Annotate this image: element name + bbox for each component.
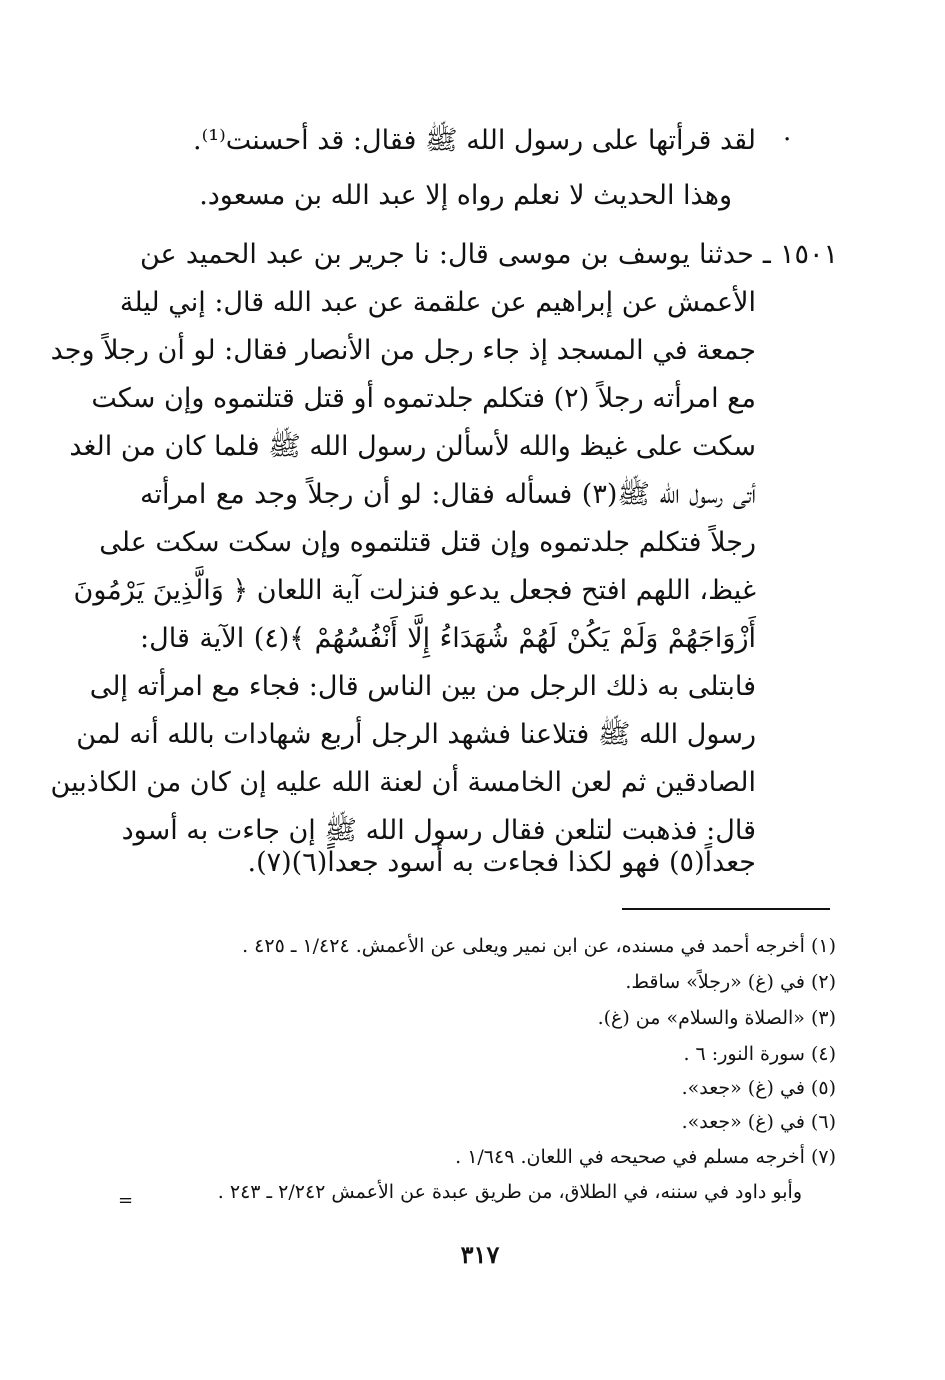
footnote-5: (٥) في (غ) «جعد». bbox=[681, 1077, 836, 1099]
continuation-mark: = bbox=[118, 1190, 134, 1211]
footnote-6: (٦) في (غ) «جعد». bbox=[681, 1111, 836, 1133]
hadith-line: مع امرأته رجلاً (٢) فتكلم جلدتموه أو قتل قتلتموه وإن سكت bbox=[91, 383, 756, 414]
hadith-line: جعداً(٥) فهو لكذا فجاءت به أسود جعداً(٦)(٧). bbox=[247, 847, 756, 878]
text-line: وهذا الحديث لا نعلم رواه إلا عبد الله بن مسعود. bbox=[199, 180, 732, 211]
hadith-line: الأعمش عن إبراهيم عن علقمة عن عبد الله قال: إني ليلة bbox=[119, 287, 756, 318]
line-marker: . bbox=[783, 117, 792, 147]
hadith-line: غيظ، اللهم افتح فجعل يدعو فنزلت آية اللعان ﴿ وَالَّذِينَ يَرْمُونَ bbox=[73, 575, 756, 606]
hadith-line: جمعة في المسجد إذ جاء رجل من الأنصار فقال: لو أن رجلاً وجد bbox=[50, 335, 756, 366]
footnote-7-continuation: وأبو داود في سننه، في الطلاق، من طريق عبدة عن الأعمش ٢/٢٤٢ ـ ٢٤٣ . bbox=[217, 1181, 802, 1203]
footnote-4: (٤) سورة النور: ٦ . bbox=[683, 1043, 836, 1065]
hadith-line: ١٥٠١ ـ حدثنا يوسف بن موسى قال: نا جرير بن عبد الحميد عن bbox=[140, 239, 838, 270]
hadith-line: أتى رسول الله ﷺ(٣) فسأله فقال: لو أن رجلاً وجد مع امرأته bbox=[140, 479, 756, 510]
hadith-line: رسول الله ﷺ فتلاعنا فشهد الرجل أربع شهادات بالله أنه لمن bbox=[76, 719, 756, 750]
hadith-line: رجلاً فتكلم جلدتموه وإن قتل قتلتموه وإن سكت سكت على bbox=[99, 527, 756, 558]
quran-verse-line: أَزْوَاجَهُمْ وَلَمْ يَكُنْ لَهُمْ شُهَدَاءُ إِلَّا أَنْفُسُهُمْ ﴾(٤) الآية قال: bbox=[140, 623, 757, 654]
page-number: ٣١٧ bbox=[460, 1240, 500, 1269]
footnote-separator bbox=[622, 908, 830, 910]
hadith-line: قال: فذهبت لتلعن فقال رسول الله ﷺ إن جاءت به أسود bbox=[121, 815, 756, 846]
footnote-2: (٢) في (غ) «رجلاً» ساقط. bbox=[625, 971, 836, 993]
hadith-line: الصادقين ثم لعن الخامسة أن لعنة الله عليه إن كان من الكاذبين bbox=[50, 767, 756, 798]
footnote-1: (١) أخرجه أحمد في مسنده، عن ابن نمير ويعلى عن الأعمش. ١/٤٢٤ ـ ٤٢٥ . bbox=[242, 935, 836, 957]
footnote-3: (٣) «الصلاة والسلام» من (غ). bbox=[597, 1007, 836, 1029]
hadith-line: سكت على غيظ والله لأسألن رسول الله ﷺ فلما كان من الغد bbox=[69, 431, 756, 462]
hadith-line: فابتلى به ذلك الرجل من بين الناس قال: فجاء مع امرأته إلى bbox=[89, 671, 756, 702]
text-line: لقد قرأتها على رسول الله ﷺ فقال: قد أحسنت⁽¹⁾. bbox=[193, 125, 756, 156]
footnote-7: (٧) أخرجه مسلم في صحيحه في اللعان. ١/٦٤٩ . bbox=[455, 1146, 836, 1168]
